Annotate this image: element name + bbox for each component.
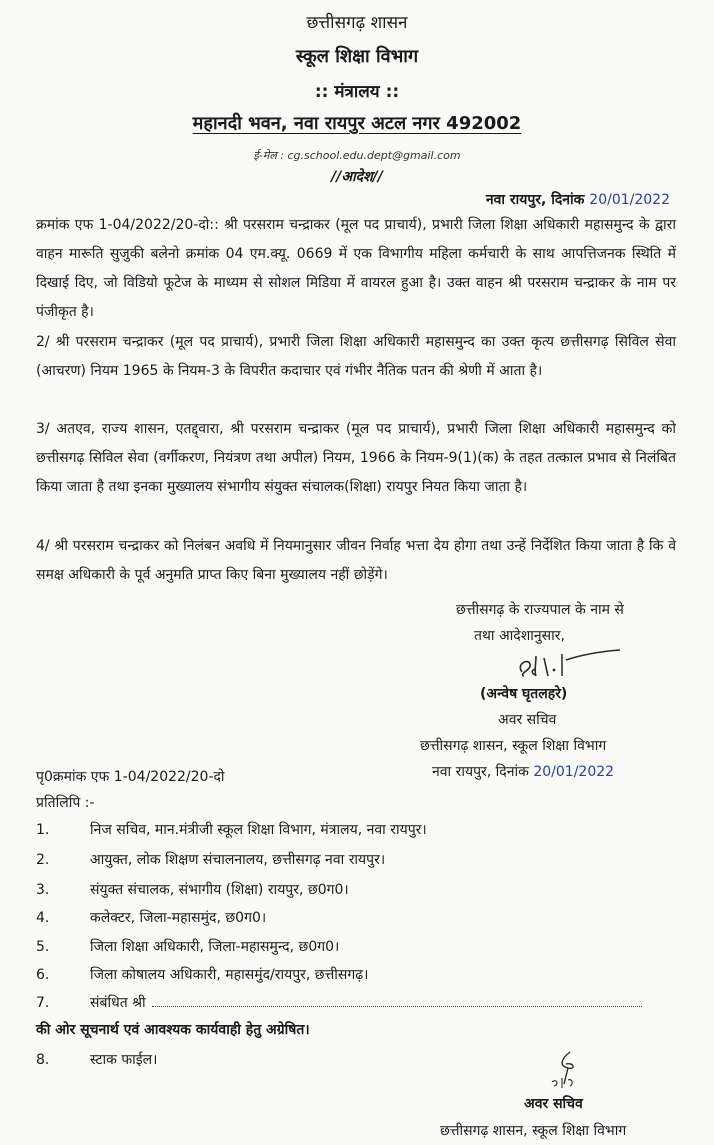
copy-item-3 xyxy=(36,880,349,899)
paragraph-3: 3/ अतएव, राज्य शासन, एतद्द्वारा, श्री परसराम चन्द्राकर (मूल पद प्राचार्य), प्रभारी जिला शिक्षा अधिकारी महासमुन्द को छत्तीसगढ़ सिविल सेवा (वर्गीकरण, नियंत्रण तथा अपील) नियम, 1966 के नियम-9(1)(क) के तहत तत्काल प्रभाव से निलंबित किया जाता है तथा इनका मुख्यालय संभागीय संयुक्त संचालक(शिक्षा) रायपुर नियत किया जाता है। xyxy=(36,421,676,495)
forward-line: की ओर सूचनार्थ एवं आवश्यक कार्यवाही हेतु अग्रेषित। xyxy=(36,1022,310,1038)
signatory-place: नवा रायपुर, दिनांक xyxy=(432,764,534,780)
copy-item-text: निज सचिव, मान.मंत्रीजी स्कूल शिक्षा विभाग, मंत्रालय, नवा रायपुर। xyxy=(90,822,427,838)
department-name: स्कूल शिक्षा विभाग xyxy=(295,46,419,67)
copy-item-5 xyxy=(36,937,339,956)
copy-item-number: 6. xyxy=(36,967,50,983)
signature-mark xyxy=(514,646,624,682)
copy-item-number: 2. xyxy=(36,852,50,868)
ministry-line: :: मंत्रालय :: xyxy=(314,82,400,102)
date-value: 20/01/2022 xyxy=(589,192,670,208)
footer-department: छत्तीसगढ़ शासन, स्कूल शिक्षा विभाग xyxy=(440,1123,627,1139)
govt-name: छत्तीसगढ़ शासन xyxy=(306,13,408,33)
paragraph-1: क्रमांक एफ 1-04/2022/20-दो:: श्री परसराम चन्द्राकर (मूल पद प्राचार्य), प्रभारी जिला शिक्षा अधिकारी महासमुन्द के द्वारा वाहन मारूति सुजुकी बलेनो क्रमांक 04 एम.क्यू. 0669 में एक विभागीय महिला कर्मचारी के साथ आपत्तिजनक स्थिति में दिखाई दिए, जो विडियो फूटेज के माध्यम से सोशल मिडिया में वायरल हुआ है। उक्त वाहन श्री परसराम चन्द्राकर के नाम पर पंजीकृत है। xyxy=(36,217,676,320)
order-title: //आदेश// xyxy=(331,169,383,185)
copy-item-7 xyxy=(36,993,642,1012)
copy-item-number: 1. xyxy=(36,822,50,838)
copy-item-text: स्टाक फाईल। xyxy=(90,1052,158,1068)
signatory-date-line xyxy=(432,759,614,785)
signatory-date: 20/01/2022 xyxy=(533,764,615,780)
paragraph-4: 4/ श्री परसराम चन्द्राकर को निलंबन अवधि में नियमानुसार जीवन निर्वाह भत्ता देय होगा तथा उन्हें निर्देशित किया जाता है कि वे समक्ष अधिकारी के पूर्व अनुमति प्राप्त किए बिना मुख्यालय नहीं छोड़ेंगे। xyxy=(36,538,676,583)
authority-line-1: छत्तीसगढ़ के राज्यपाल के नाम से xyxy=(456,602,624,618)
endorsement-ref: पृ0क्रमांक एफ 1-04/2022/20-दो xyxy=(36,769,225,785)
copy-item-6 xyxy=(36,965,368,984)
order-date-line xyxy=(486,190,670,209)
office-address: महानदी भवन, नवा रायपुर अटल नगर 492002 xyxy=(192,113,522,134)
copy-item-4 xyxy=(36,908,266,927)
copy-item-text: संयुक्त संचालक, संभागीय (शिक्षा) रायपुर, छ0ग0। xyxy=(90,882,349,898)
copy-item-text: जिला कोषालय अधिकारी, महासमुंद/रायपुर, छत्तीसगढ़। xyxy=(90,967,369,983)
copy-item-8 xyxy=(36,1050,157,1069)
footer-designation: अवर सचिव xyxy=(524,1096,583,1112)
copy-item-text: कलेक्टर, जिला-महासमुंद, छ0ग0। xyxy=(90,910,267,926)
signatory-name: (अन्वेष घृतलहरे) xyxy=(480,686,568,702)
blank-fill-line xyxy=(152,994,642,1007)
copy-item-number: 7. xyxy=(36,995,50,1011)
authority-line-2: तथा आदेशानुसार, xyxy=(474,628,565,644)
copy-item-number: 4. xyxy=(36,910,50,926)
copy-item-number: 3. xyxy=(36,882,50,898)
email-line: ई-मेल : cg.school.edu.dept@gmail.com xyxy=(253,149,461,162)
copy-label: प्रतिलिपि :- xyxy=(36,795,95,811)
date-place: नवा रायपुर, दिनांक xyxy=(485,192,590,208)
copy-item-2 xyxy=(36,850,385,869)
signatory-department: छत्तीसगढ़ शासन, स्कूल शिक्षा विभाग xyxy=(420,738,607,754)
handwritten-signature xyxy=(514,646,624,682)
copy-item-text: संबंधित श्री xyxy=(90,995,146,1011)
paragraph-2: 2/ श्री परसराम चन्द्राकर (मूल पद प्राचार्य), प्रभारी जिला शिक्षा अधिकारी महासमुन्द का उक्त कृत्य छत्तीसगढ़ सिविल सेवा (आचरण) नियम 1965 के नियम-3 के विपरीत कदाचार एवं गंभीर नैतिक पतन की श्रेणी में आता है। xyxy=(36,334,676,379)
signatory-designation: अवर सचिव xyxy=(498,712,557,728)
copy-item-number: 5. xyxy=(36,939,50,955)
copy-item-text: जिला शिक्षा अधिकारी, जिला-महासमुन्द, छ0ग0। xyxy=(90,939,340,955)
copy-item-text: आयुक्त, लोक शिक्षण संचालनालय, छत्तीसगढ़ नवा रायपुर। xyxy=(90,852,386,868)
footer-signature-mark xyxy=(548,1048,598,1096)
copy-item-1 xyxy=(36,820,427,839)
copy-item-number: 8. xyxy=(36,1052,50,1068)
handwritten-initials xyxy=(548,1048,598,1092)
